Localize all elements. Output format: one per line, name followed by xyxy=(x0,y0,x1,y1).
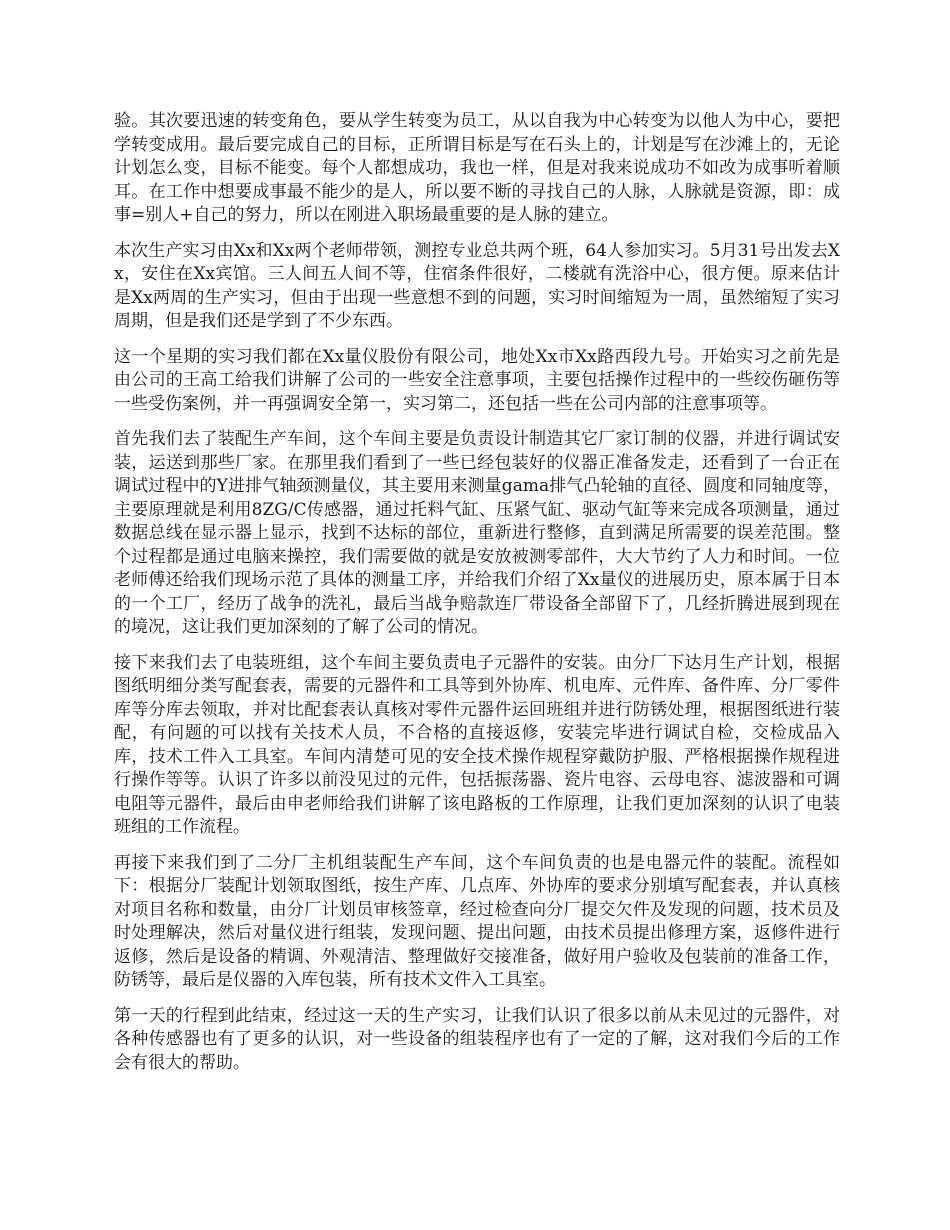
document-body xyxy=(114,110,840,1087)
paragraph-2: 本次生产实习由Xx和Xx两个老师带领，测控专业总共两个班，64人参加实习。5月31号出发去Xx，安住在Xx宾馆。三人间五人间不等，住宿条件很好，二楼就有洗浴中心，很方便。原来估计是Xx两周的生产实习，但由于出现一些意想不到的问题，实习时间缩短为一周，虽然缩短了实习周期，但是我们还是学到了不少东西。 xyxy=(114,240,840,331)
paragraph-4: 首先我们去了装配生产车间，这个车间主要是负责设计制造其它厂家订制的仪器，并进行调试安装，运送到那些厂家。在那里我们看到了一些已经包装好的仪器正准备发走，还看到了一台正在调试过程中的Y进排气轴颈测量仪，其主要用来测量gama排气凸轮轴的直径、圆度和同轴度等，主要原理就是利用8ZG/C传感器，通过托料气缸、压紧气缸、驱动气缸等来完成各项测量，通过数据总线在显示器上显示，找到不达标的部位，重新进行整修，直到满足所需要的误差范围。整个过程都是通过电脑来操控，我们需要做的就是安放被测零部件，大大节约了人力和时间。一位老师傅还给我们现场示范了具体的测量工序，并给我们介绍了Xx量仪的进展历史，原本属于日本的一个工厂，经历了战争的洗礼，最后当战争赔款连厂带设备全部留下了，几经折腾进展到现在的境况，这让我们更加深刻的了解了公司的情况。 xyxy=(114,429,840,637)
paragraph-6: 再接下来我们到了二分厂主机组装配生产车间，这个车间负责的也是电器元件的装配。流程如下：根据分厂装配计划领取图纸，按生产库、几点库、外协库的要求分别填写配套表，并认真核对项目名称和数量，由分厂计划员审核签章，经过检查向分厂提交欠件及发现的问题，技术员及时处理解决，然后对量仪进行组装，发现问题、提出问题，由技术员提出修理方案，返修件进行返修，然后是设备的精调、外观清洁、整理做好交接准备，做好用户验收及包装前的准备工作，防锈等，最后是仪器的入库包装，所有技术文件入工具室。 xyxy=(114,852,840,990)
paragraph-5: 接下来我们去了电装班组，这个车间主要负责电子元器件的安装。由分厂下达月生产计划，根据图纸明细分类写配套表，需要的元器件和工具等到外协库、机电库、元件库、备件库、分厂零件库等分库去领取，并对比配套表认真核对零件元器件运回班组并进行防锈处理，根据图纸进行装配，有问题的可以找有关技术人员，不合格的直接返修，安装完毕进行调试自检，交检成品入库，技术工件入工具室。车间内清楚可见的安全技术操作规程穿戴防护服、严格根据操作规程进行操作等等。认识了许多以前没见过的元件，包括振荡器、瓷片电容、云母电容、滤波器和可调电阻等元器件，最后由申老师给我们讲解了该电路板的工作原理，让我们更加深刻的认识了电装班组的工作流程。 xyxy=(114,652,840,837)
paragraph-1: 验。其次要迅速的转变角色，要从学生转变为员工，从以自我为中心转变为以他人为中心，要把学转变成用。最后要完成自己的目标，正所谓目标是写在石头上的，计划是写在沙滩上的，无论计划怎么变，目标不能变。每个人都想成功，我也一样，但是对我来说成功不如改为成事听着顺耳。在工作中想要成事最不能少的是人，所以要不断的寻找自己的人脉，人脉就是资源，即：成事=别人+自己的努力，所以在刚进入职场最重要的是人脉的建立。 xyxy=(114,111,840,225)
paragraph-7: 第一天的行程到此结束，经过这一天的生产实习，让我们认识了很多以前从未见过的元器件，对各种传感器也有了更多的认识，对一些设备的组装程序也有了一定的了解，这对我们今后的工作会有很大的帮助。 xyxy=(114,1005,840,1073)
paragraph-3: 这一个星期的实习我们都在Xx量仪股份有限公司，地处Xx市Xx路西段九号。开始实习之前先是由公司的王高工给我们讲解了公司的一些安全注意事项，主要包括操作过程中的一些绞伤砸伤等一些受伤案例，并一再强调安全第一，实习第二，还包括一些在公司内部的注意事项等。 xyxy=(114,346,840,414)
